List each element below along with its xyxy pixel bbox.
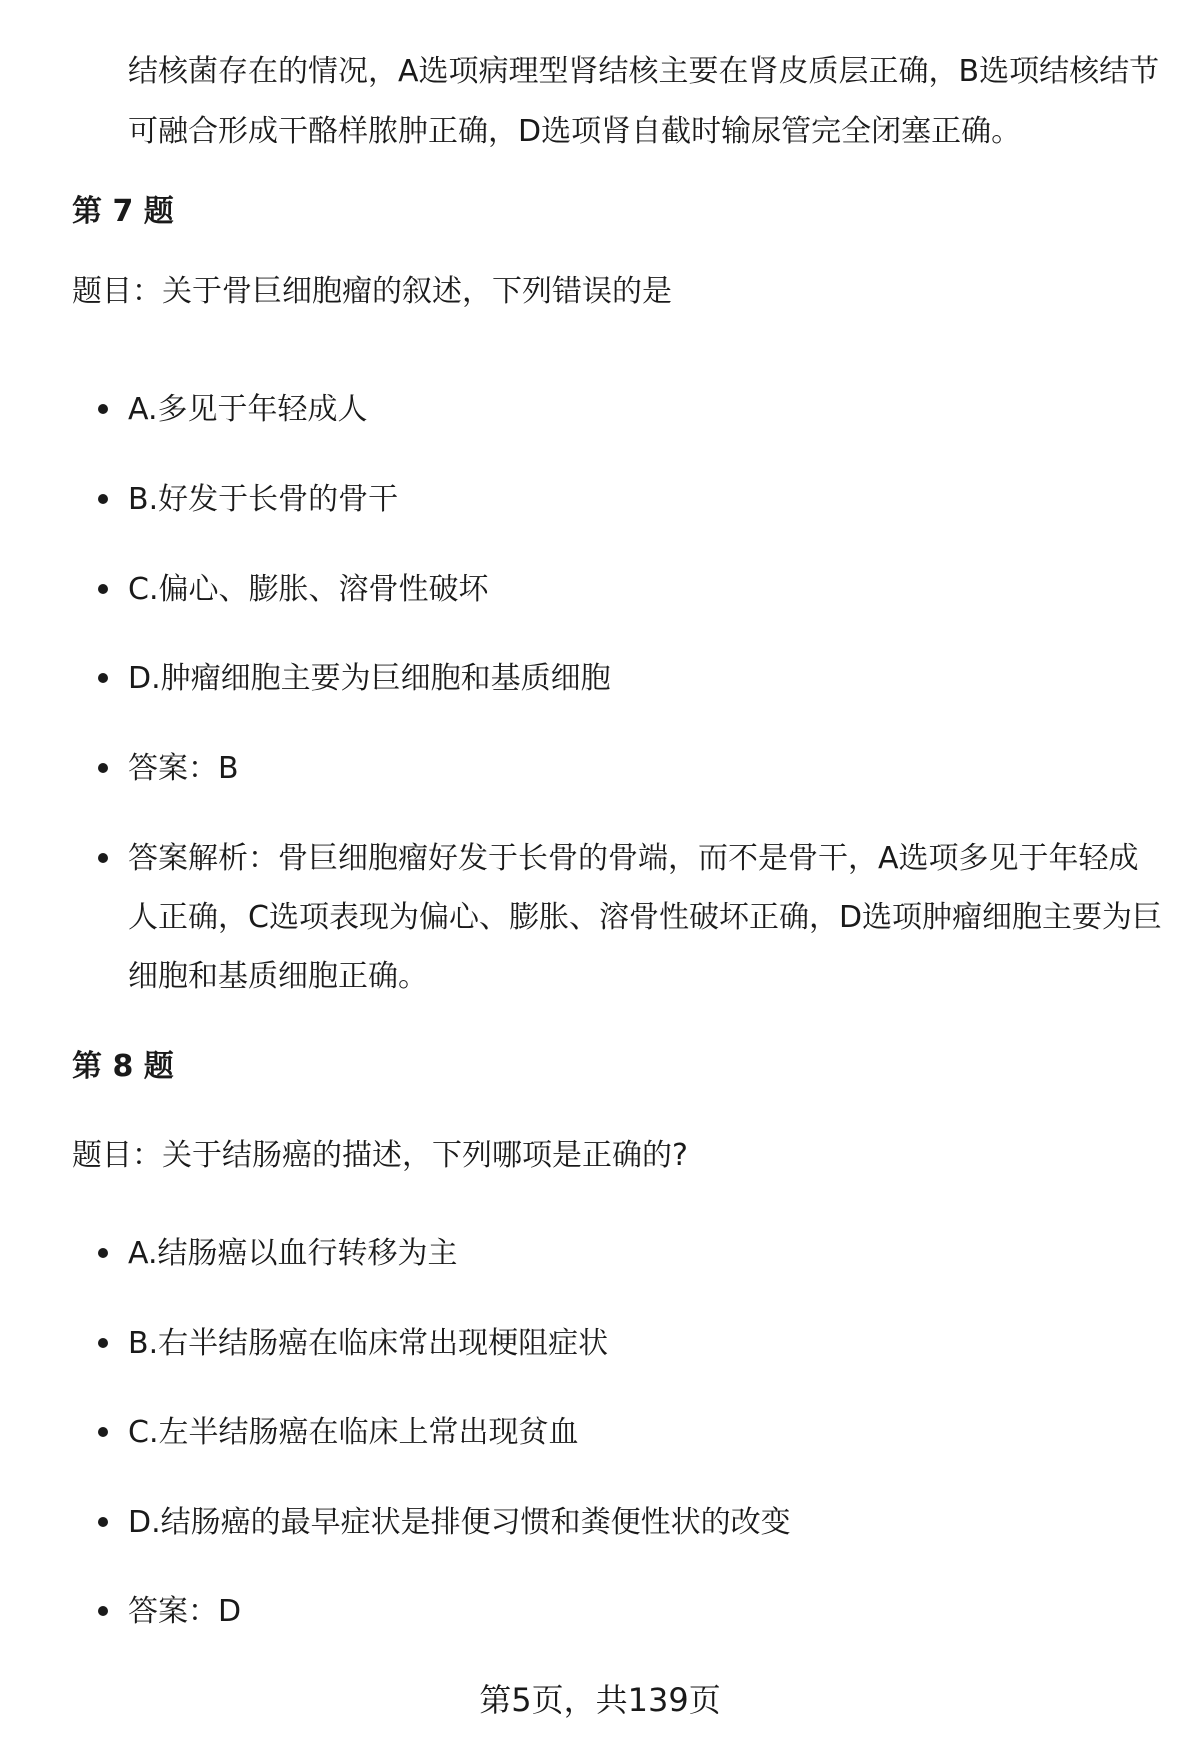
bullet-icon <box>98 1606 108 1616</box>
continuation-line-2: 可融合形成干酪样脓肿正确，D选项肾自截时输尿管完全闭塞正确。 <box>128 114 1022 149</box>
question-8-heading: 第 8 题 <box>72 1049 174 1084</box>
question-7-explanation-line-2: 人正确，C选项表现为偏心、膨胀、溶骨性破坏正确，D选项肿瘤细胞主要为巨 <box>128 900 1163 935</box>
bullet-icon <box>98 1517 108 1527</box>
question-7-option-c: C.偏心、膨胀、溶骨性破坏 <box>128 572 489 607</box>
question-7-heading: 第 7 题 <box>72 194 174 229</box>
bullet-icon <box>98 1427 108 1437</box>
question-7-explanation-line-1: 答案解析：骨巨细胞瘤好发于长骨的骨端，而不是骨干，A选项多见于年轻成 <box>128 841 1139 876</box>
question-7-option-b: B.好发于长骨的骨干 <box>128 482 399 517</box>
page-number-footer: 第5页，共139页 <box>479 1681 721 1719</box>
bullet-icon <box>98 673 108 683</box>
question-8-option-a: A.结肠癌以血行转移为主 <box>128 1236 458 1271</box>
question-8-answer: 答案：D <box>128 1594 242 1629</box>
bullet-icon <box>98 404 108 414</box>
bullet-icon <box>98 763 108 773</box>
question-7-explanation-line-3: 细胞和基质细胞正确。 <box>128 959 428 994</box>
bullet-icon <box>98 853 108 863</box>
question-7-option-d: D.肿瘤细胞主要为巨细胞和基质细胞 <box>128 661 611 696</box>
question-8-option-b: B.右半结肠癌在临床常出现梗阻症状 <box>128 1326 609 1361</box>
question-7-option-a: A.多见于年轻成人 <box>128 392 368 427</box>
question-8-option-c: C.左半结肠癌在临床上常出现贫血 <box>128 1415 579 1450</box>
continuation-line-1: 结核菌存在的情况，A选项病理型肾结核主要在肾皮质层正确，B选项结核结节 <box>128 54 1160 89</box>
question-8-option-d: D.结肠癌的最早症状是排便习惯和粪便性状的改变 <box>128 1505 791 1540</box>
bullet-icon <box>98 1338 108 1348</box>
question-8-stem: 题目：关于结肠癌的描述，下列哪项是正确的? <box>72 1138 688 1173</box>
question-7-answer: 答案：B <box>128 751 239 786</box>
question-7-stem: 题目：关于骨巨细胞瘤的叙述，下列错误的是 <box>72 274 672 309</box>
bullet-icon <box>98 494 108 504</box>
bullet-icon <box>98 584 108 594</box>
bullet-icon <box>98 1248 108 1258</box>
